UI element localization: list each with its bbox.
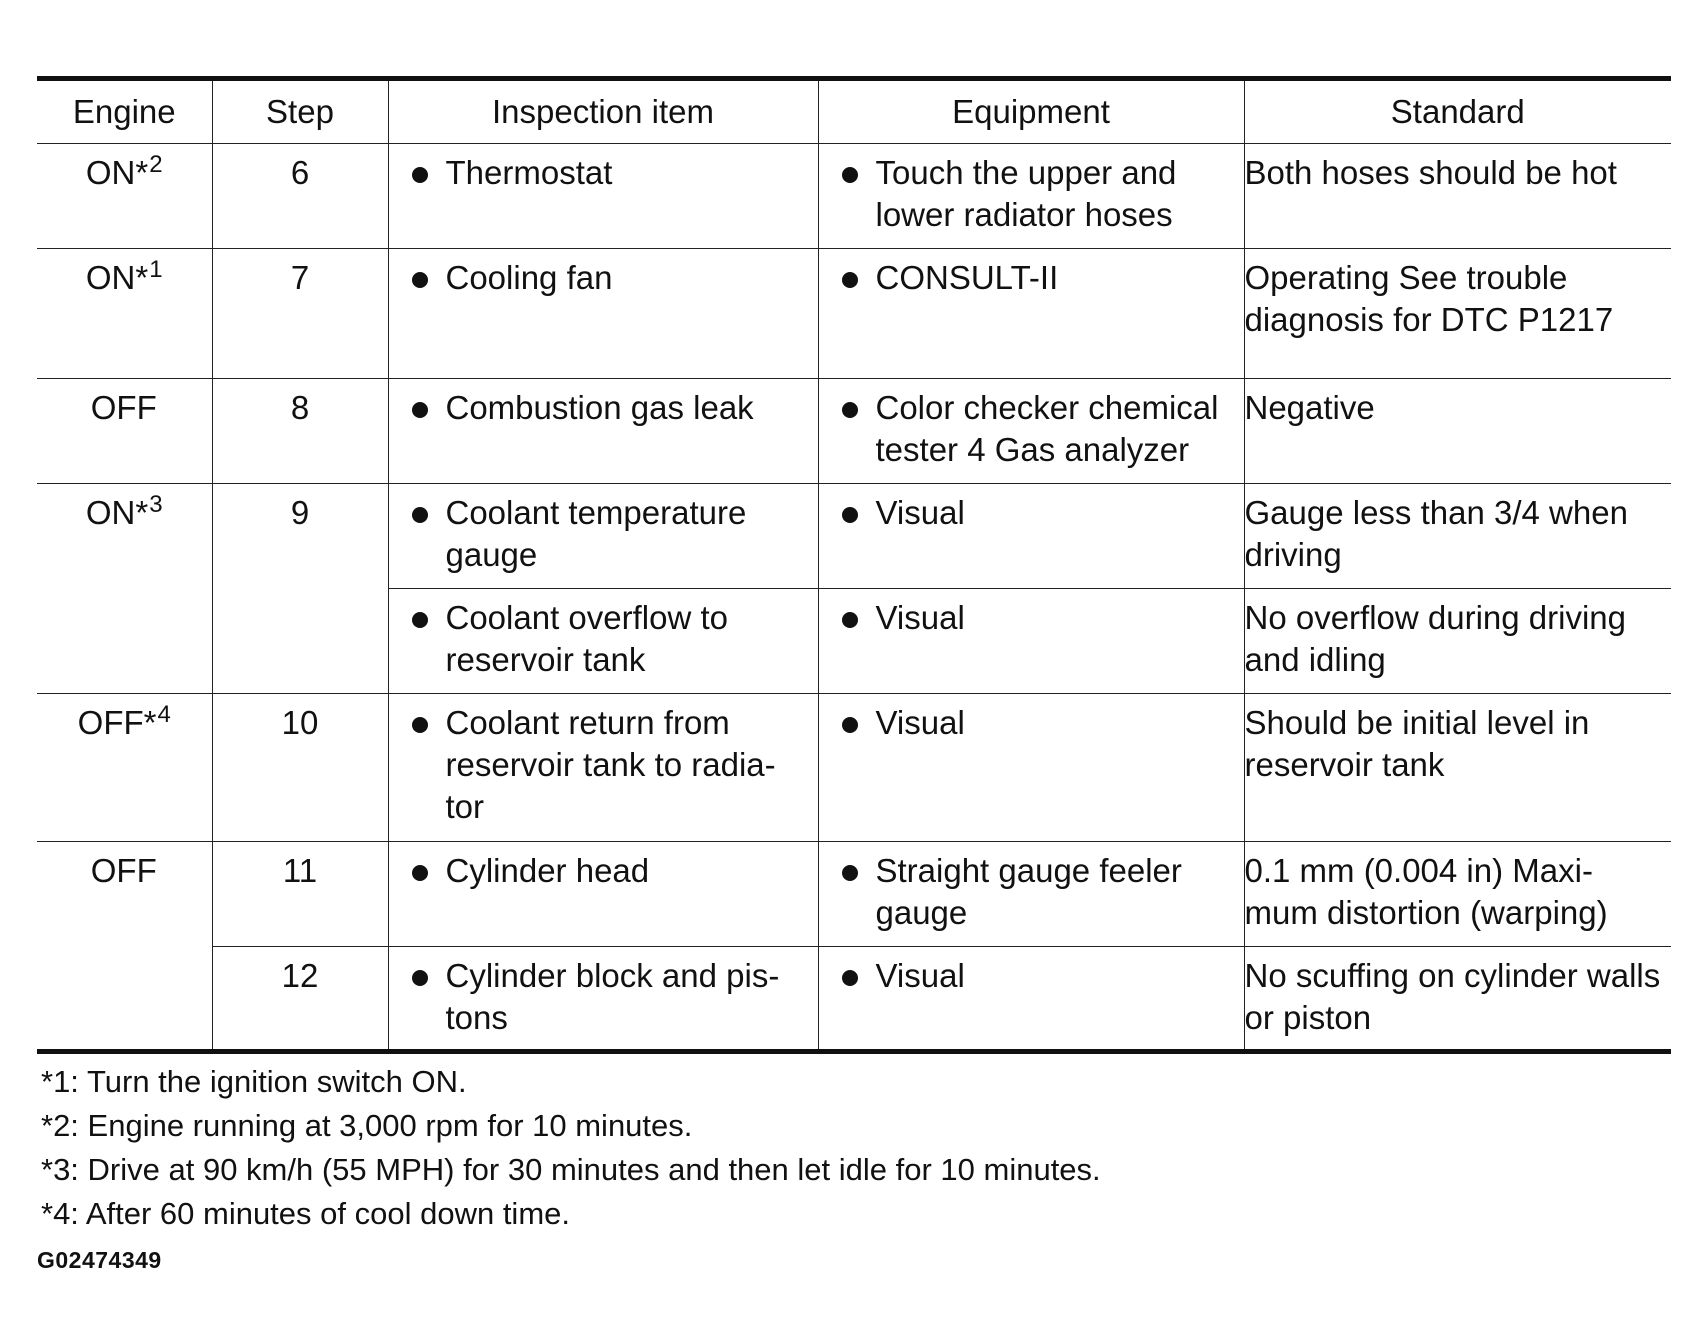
inspection-cell — [388, 842, 818, 947]
standard-cell: No scuffing on cylinder walls or piston — [1244, 947, 1671, 1052]
equipment-cell — [818, 589, 1244, 694]
bullet-icon — [412, 970, 428, 986]
standard-cell: Operating See trouble diagnosis for DTC P1217 — [1244, 249, 1671, 379]
engine-cell — [37, 379, 212, 484]
bullet-icon — [412, 865, 428, 881]
bullet-icon — [412, 402, 428, 418]
inspection-text: Cylinder head — [445, 852, 650, 889]
bullet-icon — [412, 272, 428, 288]
equipment-cell — [818, 144, 1244, 249]
engine-state: OFF — [90, 852, 157, 889]
engine-cell — [37, 144, 212, 249]
equipment-cell — [818, 379, 1244, 484]
bullet-icon — [412, 717, 428, 733]
inspection-text: Combustion gas leak — [445, 389, 754, 426]
engine-cell — [37, 842, 212, 1052]
inspection-cell — [388, 144, 818, 249]
footnote-1: *1: Turn the ignition switch ON. — [41, 1064, 467, 1099]
footnote-2: *2: Engine running at 3,000 rpm for 10 minutes. — [41, 1108, 693, 1143]
standard-cell: No overflow during driving and idling — [1244, 589, 1671, 694]
header-standard: Standard — [1244, 79, 1671, 144]
inspection-cell — [388, 947, 818, 1052]
bullet-icon — [842, 507, 858, 523]
standard-cell: Should be initial level in reservoir tank — [1244, 694, 1671, 842]
bullet-icon — [842, 612, 858, 628]
inspection-text: Coolant overflow to reservoir tank — [445, 599, 728, 678]
bullet-icon — [842, 865, 858, 881]
step-cell: 11 — [212, 842, 388, 947]
step-cell: 12 — [212, 947, 388, 1052]
engine-state: OFF* — [77, 704, 157, 741]
engine-cell — [37, 694, 212, 842]
equipment-text: Touch the upper and lower radiator hoses — [875, 154, 1177, 233]
inspection-table-container — [37, 76, 1671, 1054]
footnote-4: *4: After 60 minutes of cool down time. — [41, 1196, 570, 1231]
inspection-cell — [388, 484, 818, 589]
equipment-text: Color checker chemical tester 4 Gas analyzer — [875, 389, 1219, 468]
bullet-icon — [842, 402, 858, 418]
bullet-icon — [842, 167, 858, 183]
equipment-cell — [818, 947, 1244, 1052]
standard-cell: 0.1 mm (0.004 in) Maxi- mum distortion (warping) — [1244, 842, 1671, 947]
step-cell: 8 — [212, 379, 388, 484]
equipment-text: Visual — [875, 957, 965, 994]
equipment-text: Visual — [875, 704, 965, 741]
inspection-text: Thermostat — [445, 154, 613, 191]
engine-state: ON* — [85, 494, 149, 531]
inspection-cell — [388, 694, 818, 842]
equipment-text: Straight gauge feeler gauge — [875, 852, 1182, 931]
inspection-text: Coolant return from reservoir tank to radia- tor — [445, 704, 776, 825]
equipment-cell — [818, 842, 1244, 947]
equipment-cell — [818, 249, 1244, 379]
table-row — [37, 947, 1671, 1052]
engine-cell — [37, 249, 212, 379]
equipment-text: Visual — [875, 599, 965, 636]
engine-state: ON* — [85, 154, 149, 191]
equipment-text: Visual — [875, 494, 965, 531]
footnotes — [41, 1060, 1101, 1236]
footnote-3: *3: Drive at 90 km/h (55 MPH) for 30 minutes and then let idle for 10 minutes. — [41, 1152, 1101, 1187]
table-row — [37, 249, 1671, 379]
figure-id: G02474349 — [37, 1247, 162, 1273]
table-row — [37, 144, 1671, 249]
standard-cell: Gauge less than 3/4 when driving — [1244, 484, 1671, 589]
step-cell: 9 — [212, 484, 388, 694]
inspection-text: Coolant temperature gauge — [445, 494, 747, 573]
step-cell: 7 — [212, 249, 388, 379]
inspection-table — [37, 76, 1671, 1054]
inspection-cell — [388, 379, 818, 484]
step-cell: 6 — [212, 144, 388, 249]
table-header-row — [37, 79, 1671, 144]
bullet-icon — [842, 717, 858, 733]
inspection-cell — [388, 589, 818, 694]
bullet-icon — [842, 272, 858, 288]
table-row — [37, 484, 1671, 589]
footnote-ref: 2 — [149, 151, 163, 178]
footnote-ref: 1 — [149, 256, 163, 283]
footnote-ref: 3 — [149, 491, 163, 518]
engine-state: ON* — [85, 259, 149, 296]
header-inspection-item: Inspection item — [388, 79, 818, 144]
table-row — [37, 842, 1671, 947]
bullet-icon — [412, 167, 428, 183]
inspection-text: Cylinder block and pis- tons — [445, 957, 780, 1036]
table-row — [37, 379, 1671, 484]
equipment-cell — [818, 694, 1244, 842]
table-row — [37, 694, 1671, 842]
step-cell: 10 — [212, 694, 388, 842]
standard-cell: Both hoses should be hot — [1244, 144, 1671, 249]
equipment-text: CONSULT-II — [875, 259, 1059, 296]
bullet-icon — [412, 612, 428, 628]
bullet-icon — [842, 970, 858, 986]
inspection-text: Cooling fan — [445, 259, 613, 296]
standard-cell: Negative — [1244, 379, 1671, 484]
header-equipment: Equipment — [818, 79, 1244, 144]
header-step: Step — [212, 79, 388, 144]
footnote-ref: 4 — [157, 701, 171, 728]
equipment-cell — [818, 484, 1244, 589]
engine-state: OFF — [90, 389, 157, 426]
bullet-icon — [412, 507, 428, 523]
inspection-cell — [388, 249, 818, 379]
engine-cell — [37, 484, 212, 694]
header-engine: Engine — [37, 79, 212, 144]
